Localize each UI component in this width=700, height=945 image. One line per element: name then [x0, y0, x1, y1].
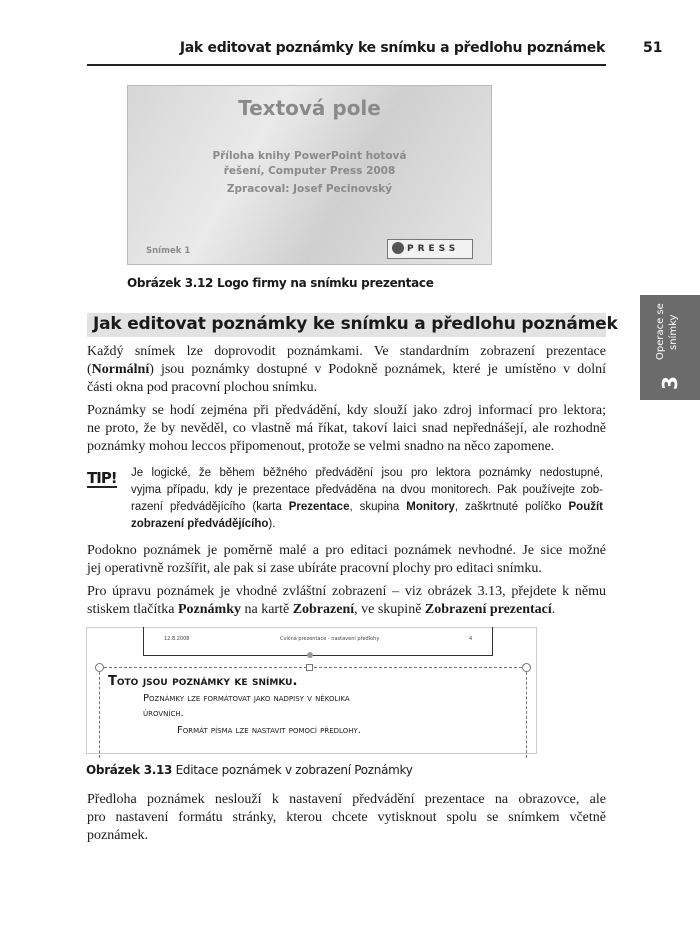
tip-icon: TIP!: [87, 469, 117, 487]
note-level3: Formát písma lze nastavit pomocí předlohy.: [177, 725, 361, 736]
section-heading: Jak editovat poznámky ke snímku a předlohu poznámek: [87, 313, 606, 337]
figure-slide-image: [127, 85, 492, 265]
text-line: jej operativně rozšířit, ale pak si zase ubíráte pracovní plochy pro editaci snímku.: [87, 561, 542, 576]
resize-handle[interactable]: [95, 663, 104, 672]
text-line: zobrazení předvádějícího).: [131, 518, 276, 530]
cpress-logo: PRESS: [387, 239, 473, 259]
paragraph: [87, 791, 606, 845]
paragraph: [87, 542, 606, 578]
footer-title: Cvičná prezentace - nastavení předlohy: [280, 636, 380, 642]
text-line: razení předvádějícího (karta Prezentace, skupina Monitory, zaškrtnuté políčko Použít: [131, 501, 603, 513]
footer-page: 4: [469, 636, 473, 642]
slide-text-line: Zpracoval: Josef Pecinovský: [226, 183, 393, 195]
text-line: Pro úpravu poznámek je vhodné zvláštní zobrazení – viz obrázek 3.13, přejdete k němu: [87, 584, 606, 599]
footer-date: 12.8.2008: [164, 636, 190, 642]
figure-caption: Obrázek 3.12 Logo firmy na snímku prezentace: [127, 276, 434, 290]
note-level2: úrovních.: [143, 708, 184, 719]
logo-circle-icon: [392, 242, 404, 254]
text-line: vyjma případu, kdy je prezentace předváděna na dvou monitorech. Pak používejte zob-: [131, 484, 603, 496]
paragraph: [87, 402, 606, 456]
text-line: poznámek.: [87, 828, 149, 843]
text-line: Podokno poznámek je poměrně malé a pro editaci poznámek nevhodné. Je sice možné: [87, 543, 606, 558]
text-line: části okna pod pracovní plochou snímku.: [87, 380, 318, 395]
slide-text-line: Příloha knihy PowerPoint hotová: [212, 150, 407, 162]
resize-handle[interactable]: [522, 663, 531, 672]
tip-text: [131, 465, 603, 533]
text-line: Je logické, že během běžného předvádění jsou pro lektora poznámky nedostupné,: [131, 467, 603, 479]
text-line: stiskem tlačítka Poznámky na kartě Zobrazení, ve skupině Zobrazení prezentací.: [87, 602, 556, 617]
slide-text-line: řešení, Computer Press 2008: [223, 165, 396, 177]
slide-footer-area: [143, 627, 493, 656]
running-header-title: Jak editovat poznámky ke snímku a předlohu poznámek: [179, 40, 605, 56]
text-line: Poznámky se hodí zejména při předvádění, kdy slouží jako zdroj informací pro lektora;: [87, 403, 606, 418]
text-line: ne proto, že by nevěděl, co vlastně má říkat, takoví laici snad nepřednášejí, ale rozhodně: [87, 421, 606, 436]
text-line: (Normální) jsou poznámky dostupné v Podokně poznámek, které je umístěno v dolní: [87, 362, 606, 377]
figure-notes-view: [86, 627, 537, 754]
figure-caption: Obrázek 3.13 Editace poznámek v zobrazení Poznámky: [86, 763, 413, 777]
text-line: poznámky mohou leccos připomenout, protože se velmi snadno na něco zapomene.: [87, 439, 555, 454]
paragraph: [87, 343, 606, 397]
page-number: 51: [643, 40, 663, 56]
paragraph: [87, 583, 606, 619]
text-line: pro nastavení formátu stránky, kterou chcete vytisknout spolu se snímkem včetně: [87, 810, 606, 825]
chapter-label: Operace se snímky: [655, 303, 679, 361]
note-level1: Toto jsou poznámky ke snímku.: [108, 674, 298, 689]
slide-title: Textová pole: [238, 96, 381, 120]
slide-number: Snímek 1: [146, 246, 191, 256]
header-rule: [87, 64, 606, 66]
note-level2: Poznámky lze formátovat jako nadpisy v několika: [143, 693, 350, 704]
chapter-tab: [640, 295, 700, 400]
text-line: Každý snímek lze doprovodit poznámkami. Ve standardním zobrazení prezentace: [87, 344, 606, 359]
resize-handle[interactable]: [306, 664, 313, 671]
text-line: Předloha poznámek neslouží k nastavení předvádění prezentace na obrazovce, ale: [87, 792, 606, 807]
rotate-handle[interactable]: [307, 652, 313, 658]
notes-placeholder[interactable]: [99, 667, 527, 758]
chapter-number: 3: [658, 376, 682, 390]
